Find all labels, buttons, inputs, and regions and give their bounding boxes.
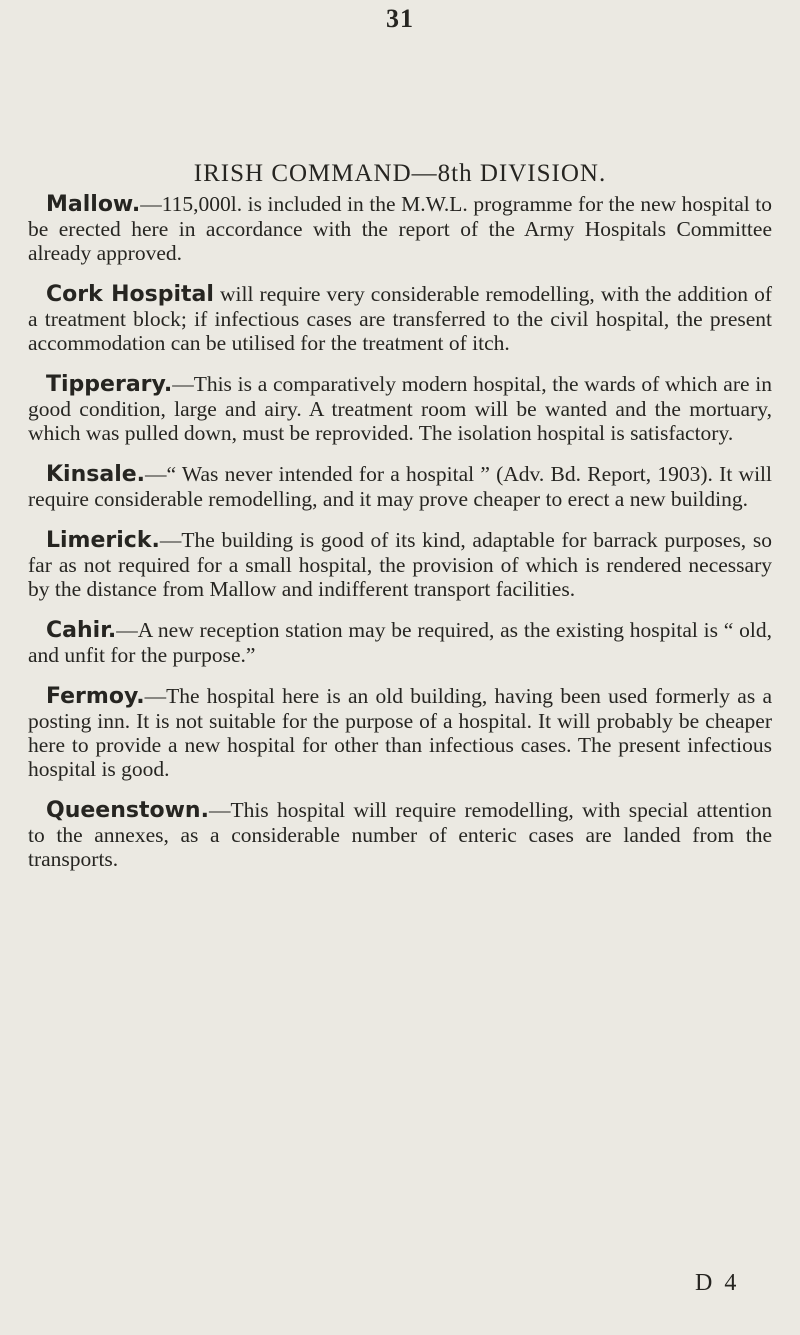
document-body — [28, 192, 772, 888]
paragraph-text: —This hospital will require remodelling, with special attention to the annexes, as a considerable number of enteric cases are landed from the transports. — [28, 798, 772, 871]
paragraph-queenstown — [28, 798, 772, 871]
paragraph-tipperary — [28, 372, 772, 445]
section-heading: IRISH COMMAND—8th DIVISION. — [193, 160, 607, 187]
paragraph-text: will require very considerable remodelling, with the addition of a treatment block; if infectious cases are transferred to the civil hospital, the present accommodation can be utilised for the treatment of itch. — [28, 282, 772, 355]
paragraph-lead: Limerick. — [46, 528, 160, 553]
paragraph-lead: Fermoy. — [46, 684, 145, 709]
paragraph-limerick — [28, 528, 772, 601]
paragraph-text: —The hospital here is an old building, having been used formerly as a posting inn. It is not suitable for the purpose of a hospital. It will probably be cheaper here to provide a new hospital for other than infectious cases. The present infectious hospital is good. — [28, 684, 772, 781]
paragraph-cork — [28, 282, 772, 355]
paragraph-text: —A new reception station may be required, as the existing hospital is “ old, and unfit for the purpose.” — [28, 618, 772, 667]
paragraph-kinsale — [28, 462, 772, 511]
paragraph-text: —115,000l. is included in the M.W.L. programme for the new hospital to be erected here in accordance with the report of the Army Hospitals Committee already approved. — [28, 192, 772, 265]
paragraph-text: —“ Was never intended for a hospital ” (Adv. Bd. Report, 1903). It will require considerable remodelling, and it may prove cheaper to erect a new building. — [28, 462, 772, 511]
paragraph-text: —This is a comparatively modern hospital, the wards of which are in good condition, large and airy. A treatment room will be wanted and the mortuary, which was pulled down, must be reprovided. The isolation hospital is satisfactory. — [28, 372, 772, 445]
paragraph-fermoy — [28, 684, 772, 781]
paragraph-mallow — [28, 192, 772, 265]
paragraph-lead: Queenstown. — [46, 798, 209, 823]
paragraph-text: —The building is good of its kind, adaptable for barrack purposes, so far as not required for a small hospital, the provision of which is rendered necessary by the distance from Mallow and indifferent transport facilities. — [28, 528, 772, 601]
paragraph-lead: Cahir. — [46, 618, 117, 643]
paragraph-lead: Tipperary. — [46, 372, 173, 397]
page-number: 31 — [386, 4, 414, 33]
paragraph-lead: Cork Hospital — [46, 282, 214, 307]
paragraph-lead: Mallow. — [46, 192, 141, 217]
paragraph-cahir — [28, 618, 772, 667]
paragraph-lead: Kinsale. — [46, 462, 146, 487]
signature-mark: D 4 — [695, 1270, 740, 1296]
